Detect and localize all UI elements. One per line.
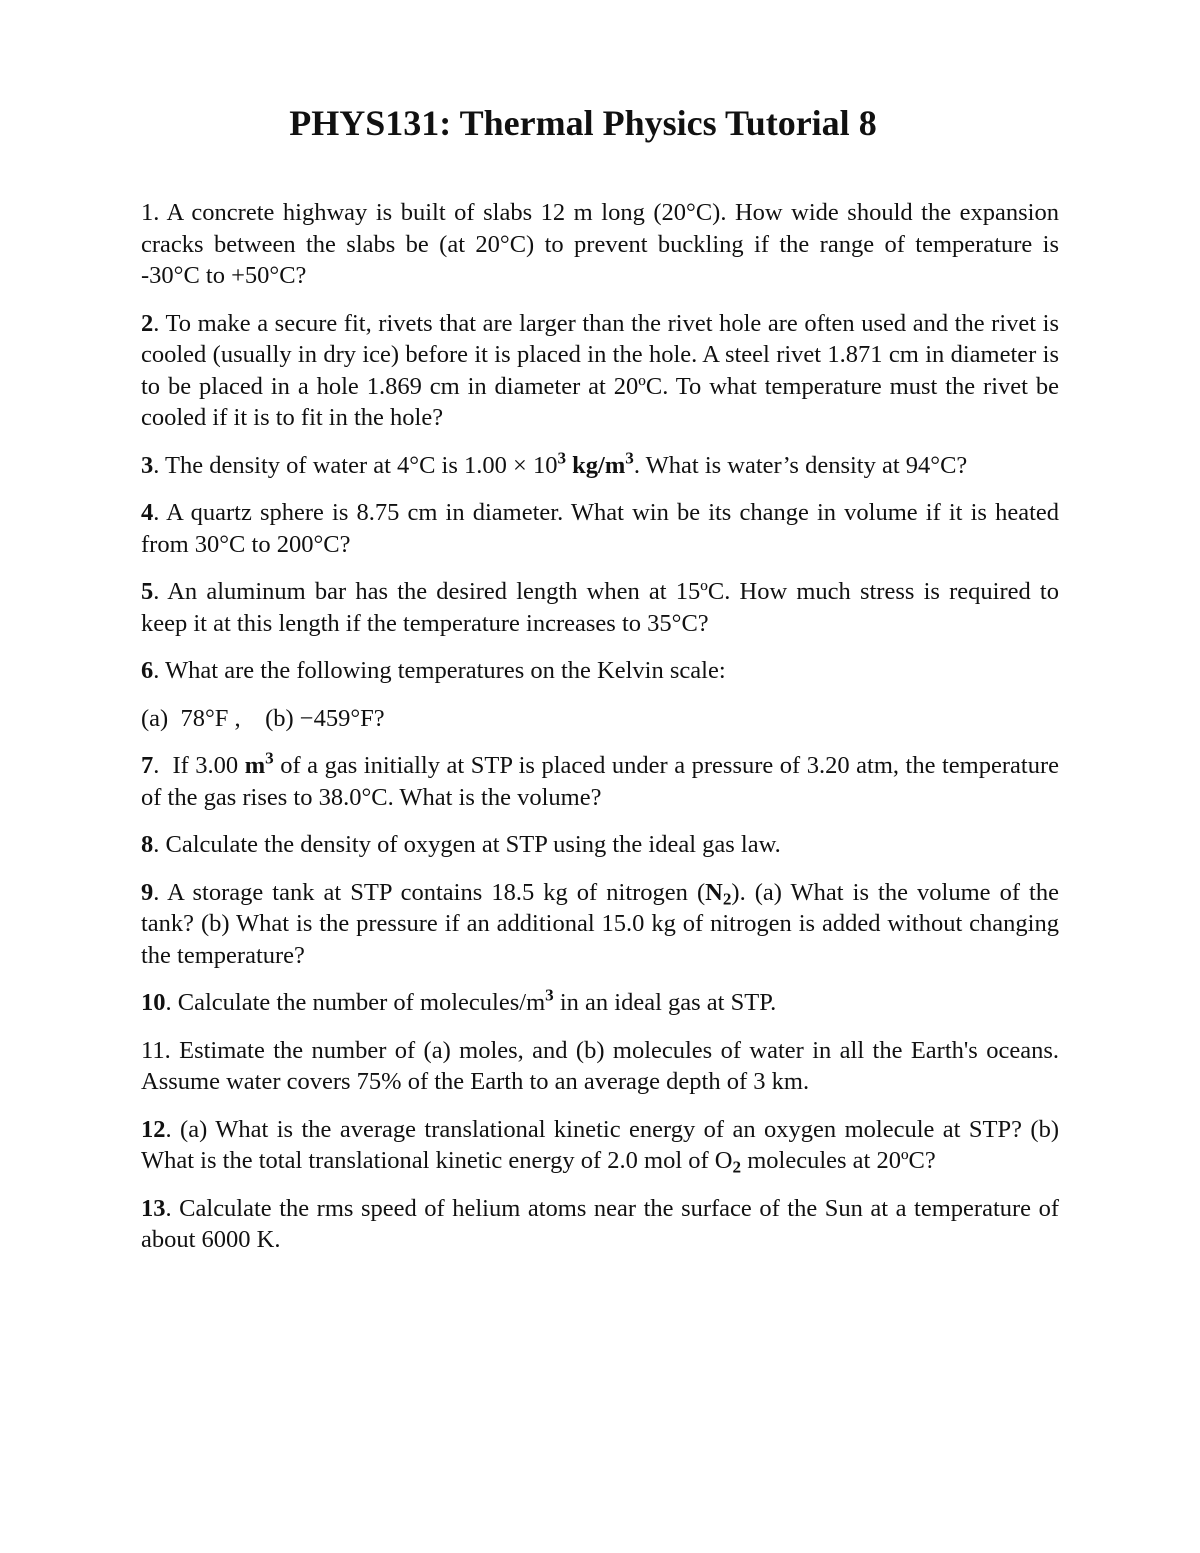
question-text: . The density of water at 4°C is 1.00 × 10 <box>153 451 558 479</box>
question-7 <box>141 750 1059 813</box>
question-text: . Estimate the number of (a) moles, and (b) molecules of water in all the Earth's oceans. Assume water covers 75% of the Earth to an average depth of 3 km. <box>141 1036 1059 1095</box>
question-text: ). (a) What is the volume of the tank? (b) What is the pressure if an additional 15.0 kg of nitrogen is added without changing the temperature? <box>141 878 1059 969</box>
question-number: 1 <box>141 199 154 226</box>
question-text: . Calculate the density of oxygen at STP using the ideal gas law. <box>153 831 781 858</box>
question-text: in an ideal gas at STP. <box>553 989 777 1016</box>
question-number: 12 <box>141 1115 166 1143</box>
page-title: PHYS131: Thermal Physics Tutorial 8 <box>289 103 877 143</box>
question-text: . To make a secure fit, rivets that are larger than the rivet hole are often used and the rivet is cooled (usually in dry ice) before it is placed in the hole. A steel rivet 1.871 cm in diameter is to be placed in a hole 1.869 cm in diameter at 20ºC. To what temperature must the rivet be cooled if it is to fit in the hole? <box>141 309 1059 431</box>
question-13 <box>141 1193 1059 1256</box>
question-text: . What is water’s density at 94°C? <box>633 451 968 479</box>
question-text: . An aluminum bar has the desired length when at 15ºC. How much stress is required to keep it at this length if the temperature increases to 35°C? <box>141 578 1059 637</box>
subscript: 2 <box>722 888 732 908</box>
question-number: 10 <box>141 989 166 1016</box>
question-text: . A storage tank at STP contains 18.5 kg of nitrogen ( <box>153 878 706 906</box>
question-number: 13 <box>141 1194 166 1222</box>
question-text: . (a) What is the average translational kinetic energy of an oxygen molecule at STP? (b) What is the total translational kinetic energy of 2.0 mol of <box>141 1115 1059 1174</box>
question-6-parts <box>141 703 1059 735</box>
question-number: 4 <box>141 499 154 526</box>
superscript: 3 <box>625 448 634 468</box>
question-5 <box>141 576 1059 639</box>
chemical-symbol: N <box>705 878 723 906</box>
question-3 <box>141 450 1059 482</box>
question-text: of a gas initially at STP is placed under a pressure of 3.20 atm, the temperature of the gas rises to 38.0°C. What is the volume? <box>141 752 1059 811</box>
question-text: . A concrete highway is built of slabs 12 m long (20°C). How wide should the expansion cracks between the slabs be (at 20°C) to prevent buckling if the range of temperature is -30°C to +50°C? <box>141 199 1059 289</box>
superscript: 3 <box>557 448 567 468</box>
question-text: . Calculate the rms speed of helium atoms near the surface of the Sun at a temperature of about 6000 K. <box>141 1194 1059 1253</box>
superscript: 3 <box>545 985 554 1005</box>
question-number: 6 <box>141 657 154 684</box>
question-text: molecules at 20ºC? <box>741 1147 936 1174</box>
superscript: 3 <box>265 748 274 768</box>
question-number: 8 <box>141 831 154 858</box>
question-9 <box>141 877 1059 972</box>
question-number: 5 <box>141 578 154 605</box>
question-text: . What are the following temperatures on the Kelvin scale: <box>153 657 726 684</box>
question-number: 2 <box>141 309 154 337</box>
question-11 <box>141 1035 1059 1098</box>
question-text: . A quartz sphere is 8.75 cm in diameter. What win be its change in volume if it is heated from 30°C to 200°C? <box>141 499 1059 558</box>
unit-symbol: m <box>244 752 266 779</box>
question-6 <box>141 655 1059 687</box>
question-text: . If 3.00 <box>153 752 245 779</box>
question-number: 7 <box>141 752 154 779</box>
question-list <box>141 197 1059 1272</box>
chemical-symbol: O <box>714 1147 733 1174</box>
question-text: (a) 78°F , (b) −459°F? <box>141 704 385 732</box>
question-number: 9 <box>141 878 154 906</box>
question-2 <box>141 308 1059 434</box>
subscript: 2 <box>732 1157 742 1177</box>
question-number: 3 <box>141 451 154 479</box>
question-12 <box>141 1114 1059 1177</box>
question-1 <box>141 197 1059 292</box>
question-8 <box>141 829 1059 861</box>
question-text: kg/m <box>566 451 626 479</box>
question-number: 11 <box>141 1036 165 1064</box>
question-10 <box>141 987 1059 1019</box>
question-text: . Calculate the number of molecules/m <box>165 989 546 1016</box>
question-4 <box>141 497 1059 560</box>
